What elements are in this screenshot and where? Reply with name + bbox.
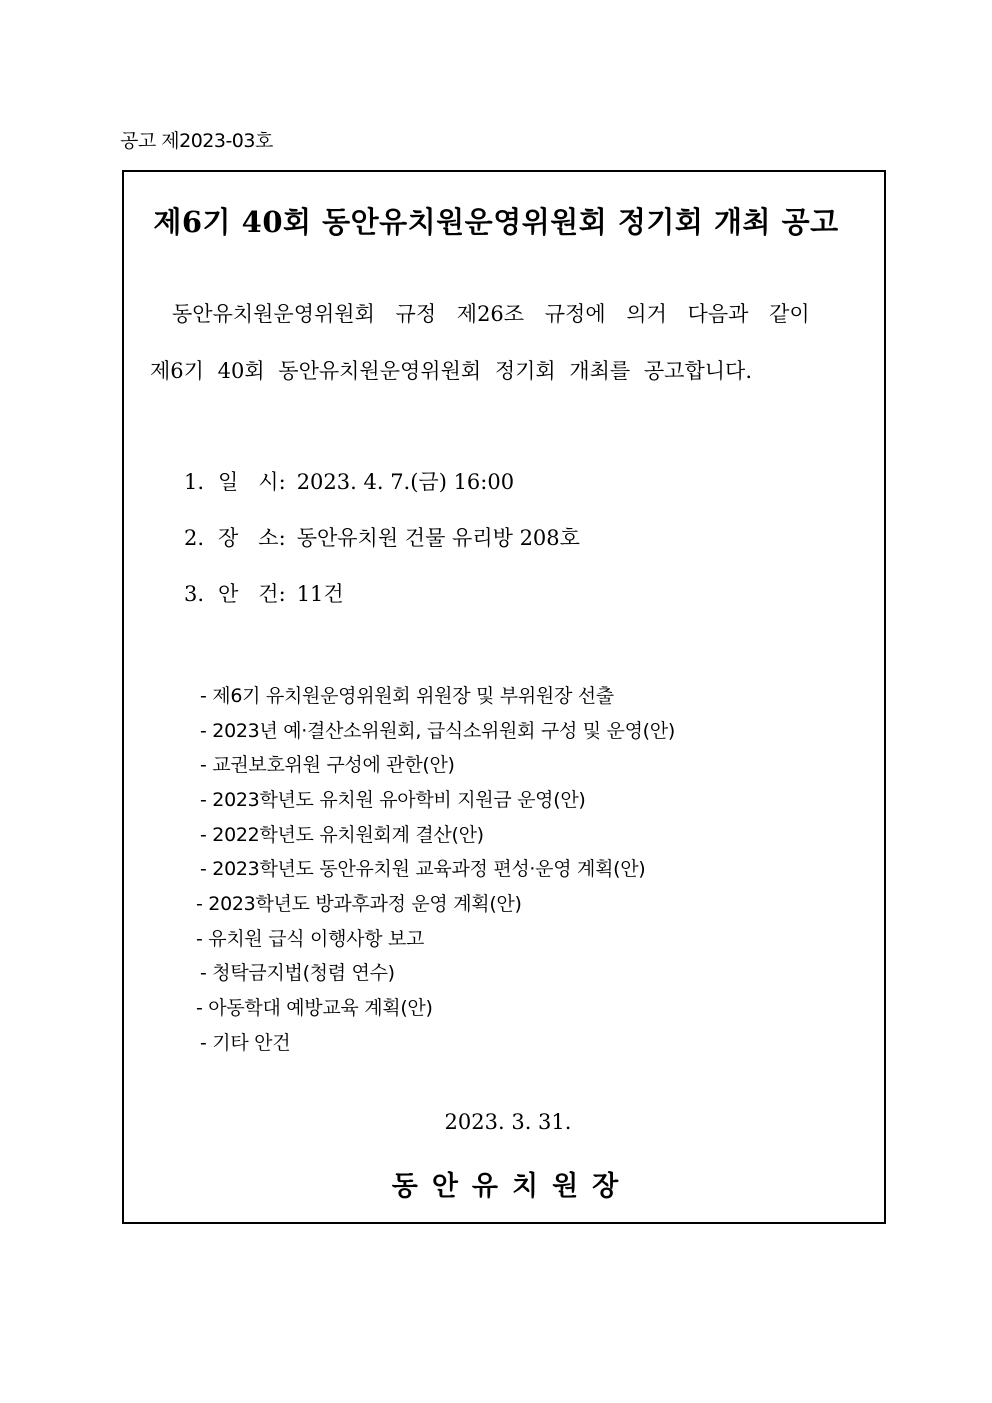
agenda-item: - 2023학년도 유치원 유아학비 지원금 운영(안) <box>200 789 586 811</box>
detail-value: 동안유치원 건물 유리방 208호 <box>296 526 580 550</box>
agenda-item: - 2023년 예·결산소위원회, 급식소위원회 구성 및 운영(안) <box>200 720 675 742</box>
detail-label: 일 시: <box>218 470 286 494</box>
detail-number: 1. <box>184 470 205 494</box>
agenda-item: - 기타 안건 <box>200 1032 291 1054</box>
notice-number: 공고 제2023-03호 <box>120 130 273 152</box>
agenda-item: - 2023학년도 방과후과정 운영 계획(안) <box>196 893 522 915</box>
agenda-item: - 제6기 유치원운영위원회 위원장 및 부위원장 선출 <box>200 685 614 707</box>
agenda-item: - 아동학대 예방교육 계획(안) <box>196 997 433 1019</box>
detail-value: 2023. 4. 7.(금) 16:00 <box>296 470 515 494</box>
intro-line-1: 동안유치원운영위원회 규정 제26조 규정에 의거 다음과 같이 <box>172 302 810 326</box>
notice-date: 2023. 3. 31. <box>444 1110 572 1134</box>
agenda-item: - 2023학년도 동안유치원 교육과정 편성·운영 계획(안) <box>200 858 646 880</box>
agenda-item: - 교권보호위원 구성에 관한(안) <box>200 754 455 776</box>
detail-number: 3. <box>184 582 205 606</box>
agenda-item: - 청탁금지법(청렴 연수) <box>200 962 395 984</box>
detail-datetime <box>184 466 514 496</box>
agenda-item: - 2022학년도 유치원회계 결산(안) <box>200 824 484 846</box>
detail-agenda-count <box>184 578 344 608</box>
signer-name: 동안유치원장 <box>391 1171 633 1202</box>
intro-line-2: 제6기 40회 동안유치원운영위원회 정기회 개최를 공고합니다. <box>150 359 752 383</box>
detail-number: 2. <box>184 526 205 550</box>
document-title: 제6기 40회 동안유치원운영위원회 정기회 개최 공고 <box>153 205 839 239</box>
agenda-item: - 유치원 급식 이행사항 보고 <box>196 928 425 950</box>
detail-label: 안 건: <box>218 582 286 606</box>
detail-value: 11건 <box>296 582 344 606</box>
detail-label: 장 소: <box>218 526 286 550</box>
detail-location <box>184 522 580 552</box>
